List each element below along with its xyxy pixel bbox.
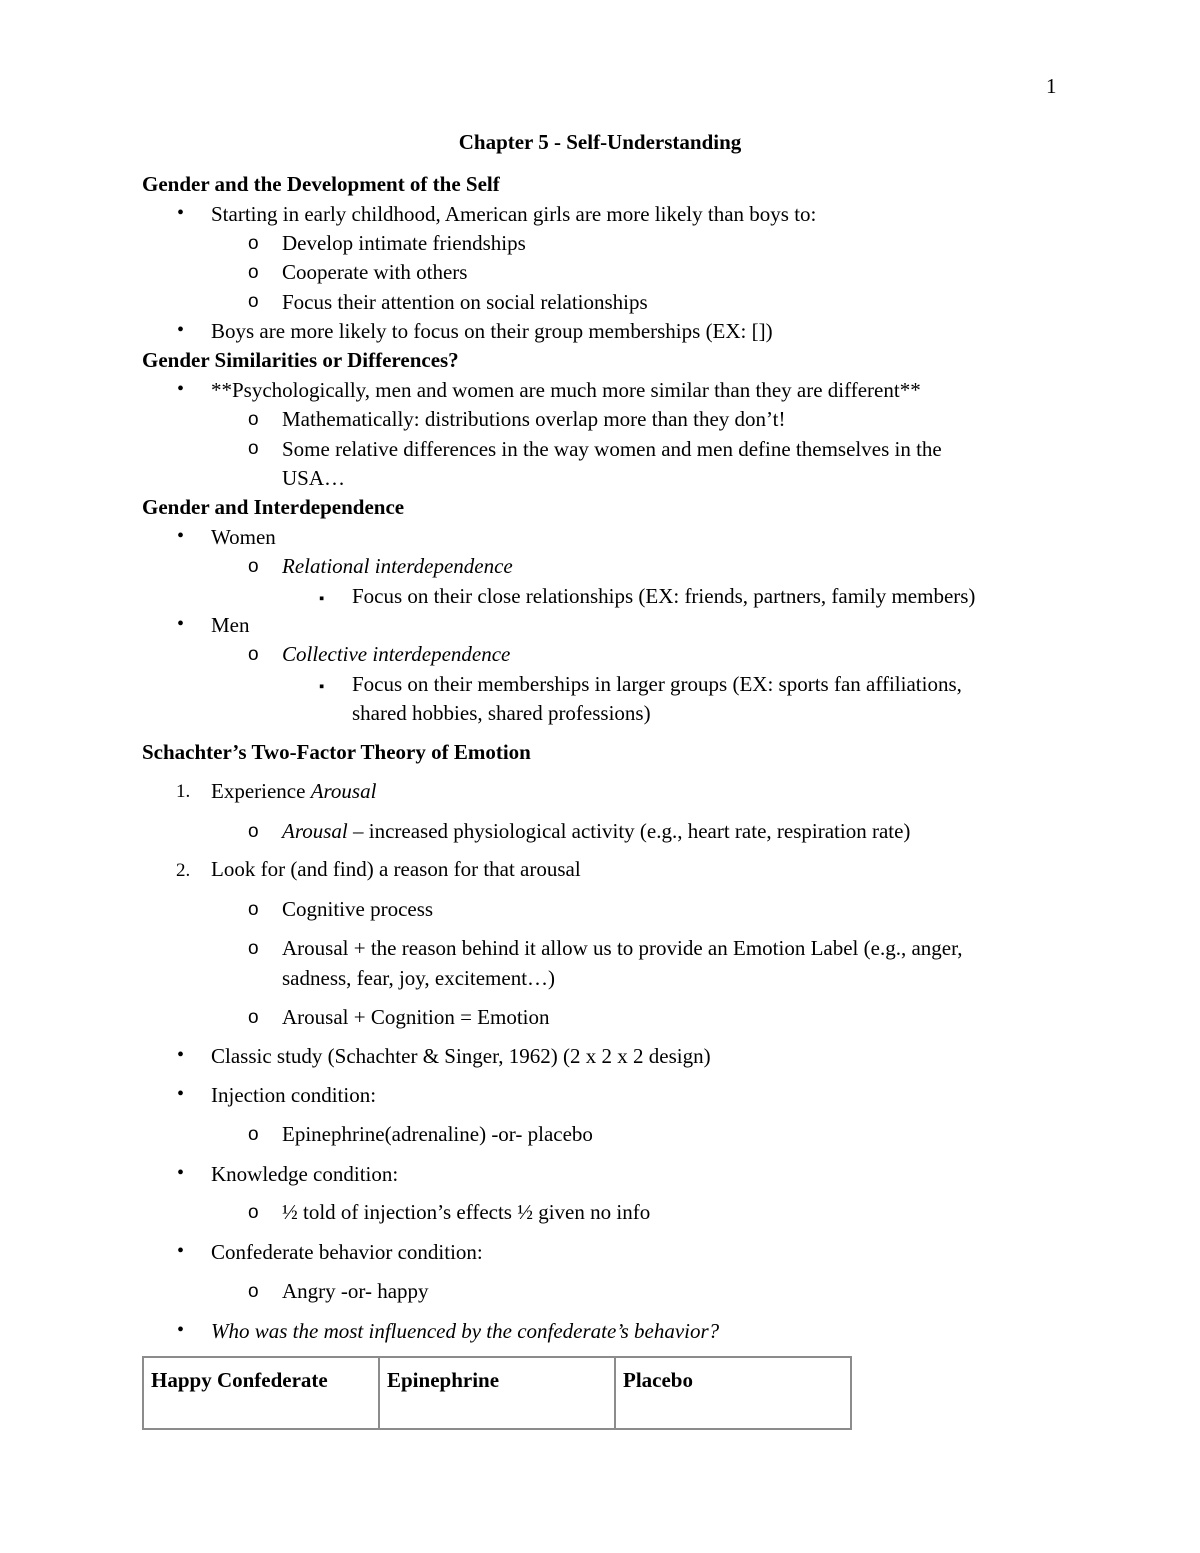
list-number: 1.: [176, 781, 191, 802]
square-bullet-icon: [319, 582, 324, 613]
bullet-icon: [177, 1158, 184, 1187]
bullet-icon: [177, 374, 184, 403]
circle-bullet-icon: [248, 286, 259, 316]
section-heading-schachter: Schachter’s Two-Factor Theory of Emotion: [142, 740, 531, 764]
sub-bullet-text: Relational interdependence: [282, 554, 513, 578]
sub-bullet-rest: – increased physiological activity (e.g., heart rate, respiration rate): [347, 819, 911, 843]
section-heading-interdependence: Gender and Interdependence: [142, 495, 405, 519]
sub-bullet-text: [282, 817, 910, 845]
sub-bullet-text: ½ told of injection’s effects ½ given no info: [282, 1200, 651, 1224]
detail-text: Focus on their memberships in larger groups (EX: sports fan affiliations,: [352, 672, 962, 696]
list-number: 2.: [176, 860, 191, 881]
sub-bullet-text: Collective interdependence: [282, 642, 511, 666]
condition-table: [142, 1356, 852, 1430]
circle-bullet-icon: [248, 894, 259, 924]
bullet-icon: [177, 198, 184, 227]
section-heading-similarities: Gender Similarities or Differences?: [142, 348, 459, 372]
bullet-icon: [177, 1236, 184, 1265]
sub-bullet-text: Cooperate with others: [282, 260, 468, 284]
bullet-icon: [177, 315, 184, 344]
detail-text: Focus on their close relationships (EX: friends, partners, family members): [352, 584, 976, 608]
circle-bullet-icon: [248, 1002, 259, 1032]
circle-bullet-icon: [248, 551, 259, 581]
sub-bullet-text: Some relative differences in the way women and men define themselves in the: [282, 437, 942, 461]
sub-bullet-text: Cognitive process: [282, 897, 434, 921]
document-title: Chapter 5 - Self-Understanding: [458, 130, 742, 154]
circle-bullet-icon: [248, 933, 259, 963]
bullet-text: **Psychologically, men and women are much more similar than they are different**: [211, 378, 921, 402]
bullet-text: Classic study (Schachter & Singer, 1962) (2 x 2 x 2 design): [211, 1044, 711, 1068]
bullet-icon: [177, 521, 184, 550]
sub-bullet-text-continued: USA…: [282, 466, 346, 490]
bullet-text: Women: [211, 525, 276, 549]
square-bullet-icon: [319, 670, 324, 701]
detail-text-continued: shared hobbies, shared professions): [352, 701, 651, 725]
sub-bullet-italic: Arousal: [282, 819, 348, 843]
table-header-cell: Happy Confederate: [143, 1357, 379, 1429]
numbered-item-text: Experience: [211, 779, 311, 803]
numbered-item-italic: Arousal: [310, 779, 377, 803]
numbered-item: Look for (and find) a reason for that arousal: [211, 857, 581, 881]
circle-bullet-icon: [248, 404, 259, 434]
table-header-row: [143, 1357, 851, 1429]
circle-bullet-icon: [248, 433, 259, 463]
sub-bullet-text: Arousal + the reason behind it allow us to provide an Emotion Label (e.g., anger,: [282, 936, 963, 960]
circle-bullet-icon: [248, 257, 259, 287]
bullet-icon: [177, 1040, 184, 1069]
sub-bullet-text: Epinephrine(adrenaline) -or- placebo: [282, 1122, 593, 1146]
table-header-cell: Placebo: [615, 1357, 851, 1429]
bullet-text: Starting in early childhood, American girls are more likely than boys to:: [211, 202, 817, 226]
circle-bullet-icon: [248, 1197, 259, 1227]
circle-bullet-icon: [248, 639, 259, 669]
bullet-icon: [177, 1315, 184, 1344]
bullet-text: Injection condition:: [211, 1083, 377, 1107]
circle-bullet-icon: [248, 1276, 259, 1306]
page-number: 1: [1046, 74, 1057, 98]
bullet-icon: [177, 1079, 184, 1108]
sub-bullet-text: Develop intimate friendships: [282, 231, 526, 255]
circle-bullet-icon: [248, 816, 259, 846]
bullet-text: Boys are more likely to focus on their group memberships (EX: []): [211, 319, 773, 343]
sub-bullet-text: Mathematically: distributions overlap more than they don’t!: [282, 407, 786, 431]
section-heading-gender-self: Gender and the Development of the Self: [142, 172, 500, 196]
sub-bullet-text: Focus their attention on social relationships: [282, 290, 648, 314]
sub-bullet-text: Arousal + Cognition = Emotion: [282, 1005, 550, 1029]
sub-bullet-text-continued: sadness, fear, joy, excitement…): [282, 966, 556, 990]
bullet-text: Men: [211, 613, 250, 637]
table-header-cell: Epinephrine: [379, 1357, 615, 1429]
bullet-text: Knowledge condition:: [211, 1162, 399, 1186]
numbered-item: [211, 777, 376, 805]
bullet-text: Confederate behavior condition:: [211, 1240, 483, 1264]
circle-bullet-icon: [248, 1119, 259, 1149]
circle-bullet-icon: [248, 228, 259, 258]
sub-bullet-text: Angry -or- happy: [282, 1279, 429, 1303]
question-text: Who was the most influenced by the confederate’s behavior?: [211, 1319, 720, 1343]
bullet-icon: [177, 609, 184, 638]
